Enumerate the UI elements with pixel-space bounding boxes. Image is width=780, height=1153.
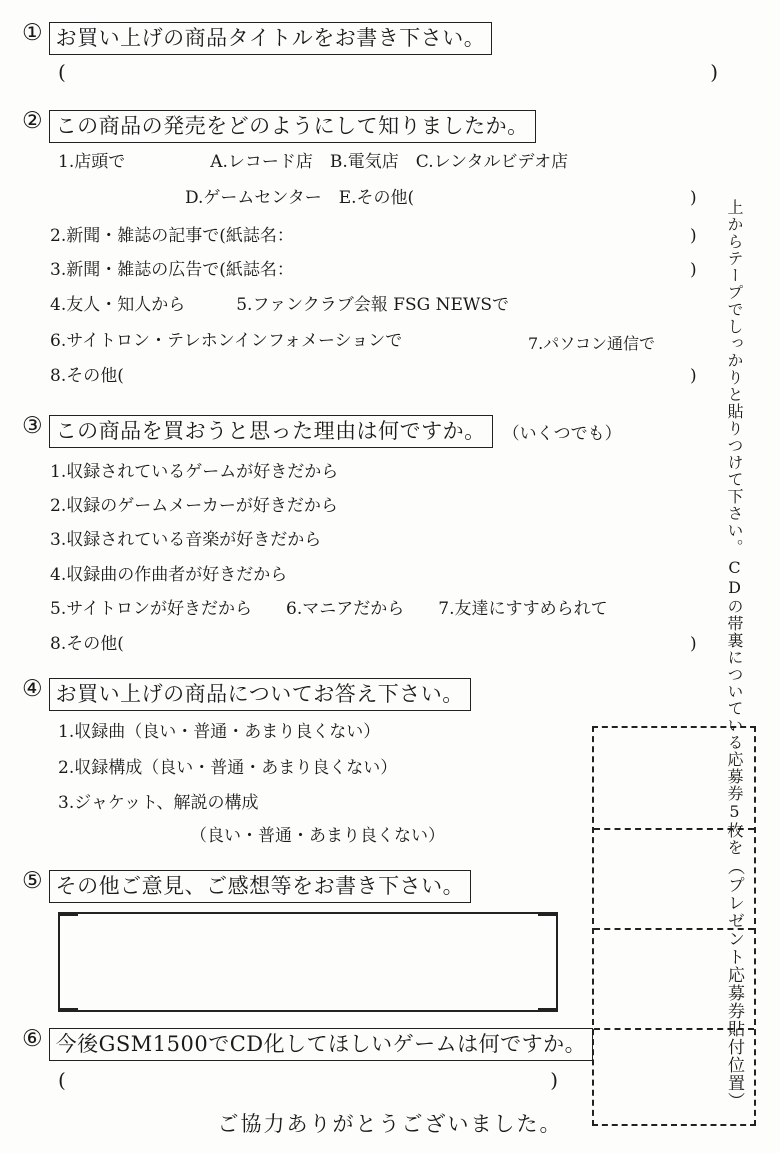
question-2-option-2[interactable]: 2.新聞・雑誌の記事で(紙誌名： xyxy=(50,226,294,246)
question-6-number: ⑥ xyxy=(22,1026,43,1052)
question-6-heading: 今後GSM1500でCD化してほしいゲームは何ですか。 xyxy=(49,1028,594,1061)
question-3-option-8[interactable]: 8.その他( xyxy=(50,634,124,654)
question-3-heading: この商品を買おうと思った理由は何ですか。 xyxy=(49,415,493,448)
paren-close: ) xyxy=(710,60,718,84)
question-4-option-2[interactable]: 2.収録構成（良い・普通・あまり良くない） xyxy=(58,758,398,778)
question-1-heading: お買い上げの商品タイトルをお書き下さい。 xyxy=(49,22,493,55)
question-2-option-1-other[interactable]: D.ゲームセンター E.その他( xyxy=(185,188,415,208)
coupon-line-3: 上からテープでしっかりと貼りつけて下さい。 xyxy=(725,199,744,556)
question-1 xyxy=(22,22,492,55)
question-3-note: （いくつでも） xyxy=(502,424,622,445)
question-3-option-1[interactable]: 1.収録されているゲームが好きだから xyxy=(50,462,339,482)
question-4-heading: お買い上げの商品についてお答え下さい。 xyxy=(49,678,471,711)
question-6 xyxy=(22,1028,593,1061)
paren-close: ) xyxy=(690,260,697,280)
question-2-heading: この商品の発売をどのようにして知りましたか。 xyxy=(49,110,536,143)
question-3 xyxy=(22,415,622,448)
coupon-line-2: CDの帯裏についている応募券5枚を xyxy=(725,558,744,856)
question-1-number: ① xyxy=(22,20,43,46)
question-3-option-4[interactable]: 4.収録曲の作曲者が好きだから xyxy=(50,565,288,585)
question-5-number: ⑤ xyxy=(22,868,43,894)
question-2-option-3[interactable]: 3.新聞・雑誌の広告で(紙誌名： xyxy=(50,260,294,280)
thank-you-message: ご協力ありがとうございました。 xyxy=(217,1112,563,1136)
question-3-option-2[interactable]: 2.収録のゲームメーカーが好きだから xyxy=(50,496,338,516)
paren-close: ) xyxy=(690,634,697,654)
question-2-option-6[interactable]: 6.サイトロン・テレホンインフォメーションで xyxy=(50,331,403,351)
question-2-option-7[interactable]: 7.パソコン通信で xyxy=(528,334,655,353)
question-2-number: ② xyxy=(22,108,43,134)
question-4-option-1[interactable]: 1.収録曲（良い・普通・あまり良くない） xyxy=(58,722,381,742)
question-3-option-3[interactable]: 3.収録されている音楽が好きだから xyxy=(50,530,322,550)
paren-close: ) xyxy=(690,188,697,208)
question-4-number: ④ xyxy=(22,676,43,702)
question-4-option-3-scale[interactable]: （良い・普通・あまり良くない） xyxy=(190,826,445,846)
paren-close: ) xyxy=(690,226,697,246)
question-4 xyxy=(22,678,471,711)
question-2-option-4[interactable]: 4.友人・知人から 5.ファンクラブ会報 FSG NEWSで xyxy=(50,295,509,315)
coupon-instructions xyxy=(594,199,754,1110)
question-5 xyxy=(22,870,471,903)
paren-open: ( xyxy=(58,60,66,84)
paren-close: ) xyxy=(550,1068,558,1092)
present-coupon-area xyxy=(592,199,756,1126)
question-2-option-1[interactable]: 1.店頭で A.レコード店 B.電気店 C.レンタルビデオ店 xyxy=(58,152,569,172)
question-3-number: ③ xyxy=(22,413,43,439)
question-5-freetext-area[interactable] xyxy=(58,912,558,1012)
question-6-answer-field[interactable] xyxy=(58,1068,558,1092)
question-1-answer-field[interactable] xyxy=(58,60,718,84)
coupon-title: （プレゼント応募券貼付位置） xyxy=(724,858,744,1110)
paren-close: ) xyxy=(690,366,697,386)
question-5-heading: その他ご意見、ご感想等をお書き下さい。 xyxy=(49,870,472,903)
question-3-option-5[interactable]: 5.サイトロンが好きだから 6.マニアだから 7.友達にすすめられて xyxy=(50,599,608,619)
question-4-option-3[interactable]: 3.ジャケット、解説の構成 xyxy=(58,793,259,813)
paren-open: ( xyxy=(58,1068,66,1092)
question-2 xyxy=(22,110,536,143)
question-2-option-8[interactable]: 8.その他( xyxy=(50,366,124,386)
